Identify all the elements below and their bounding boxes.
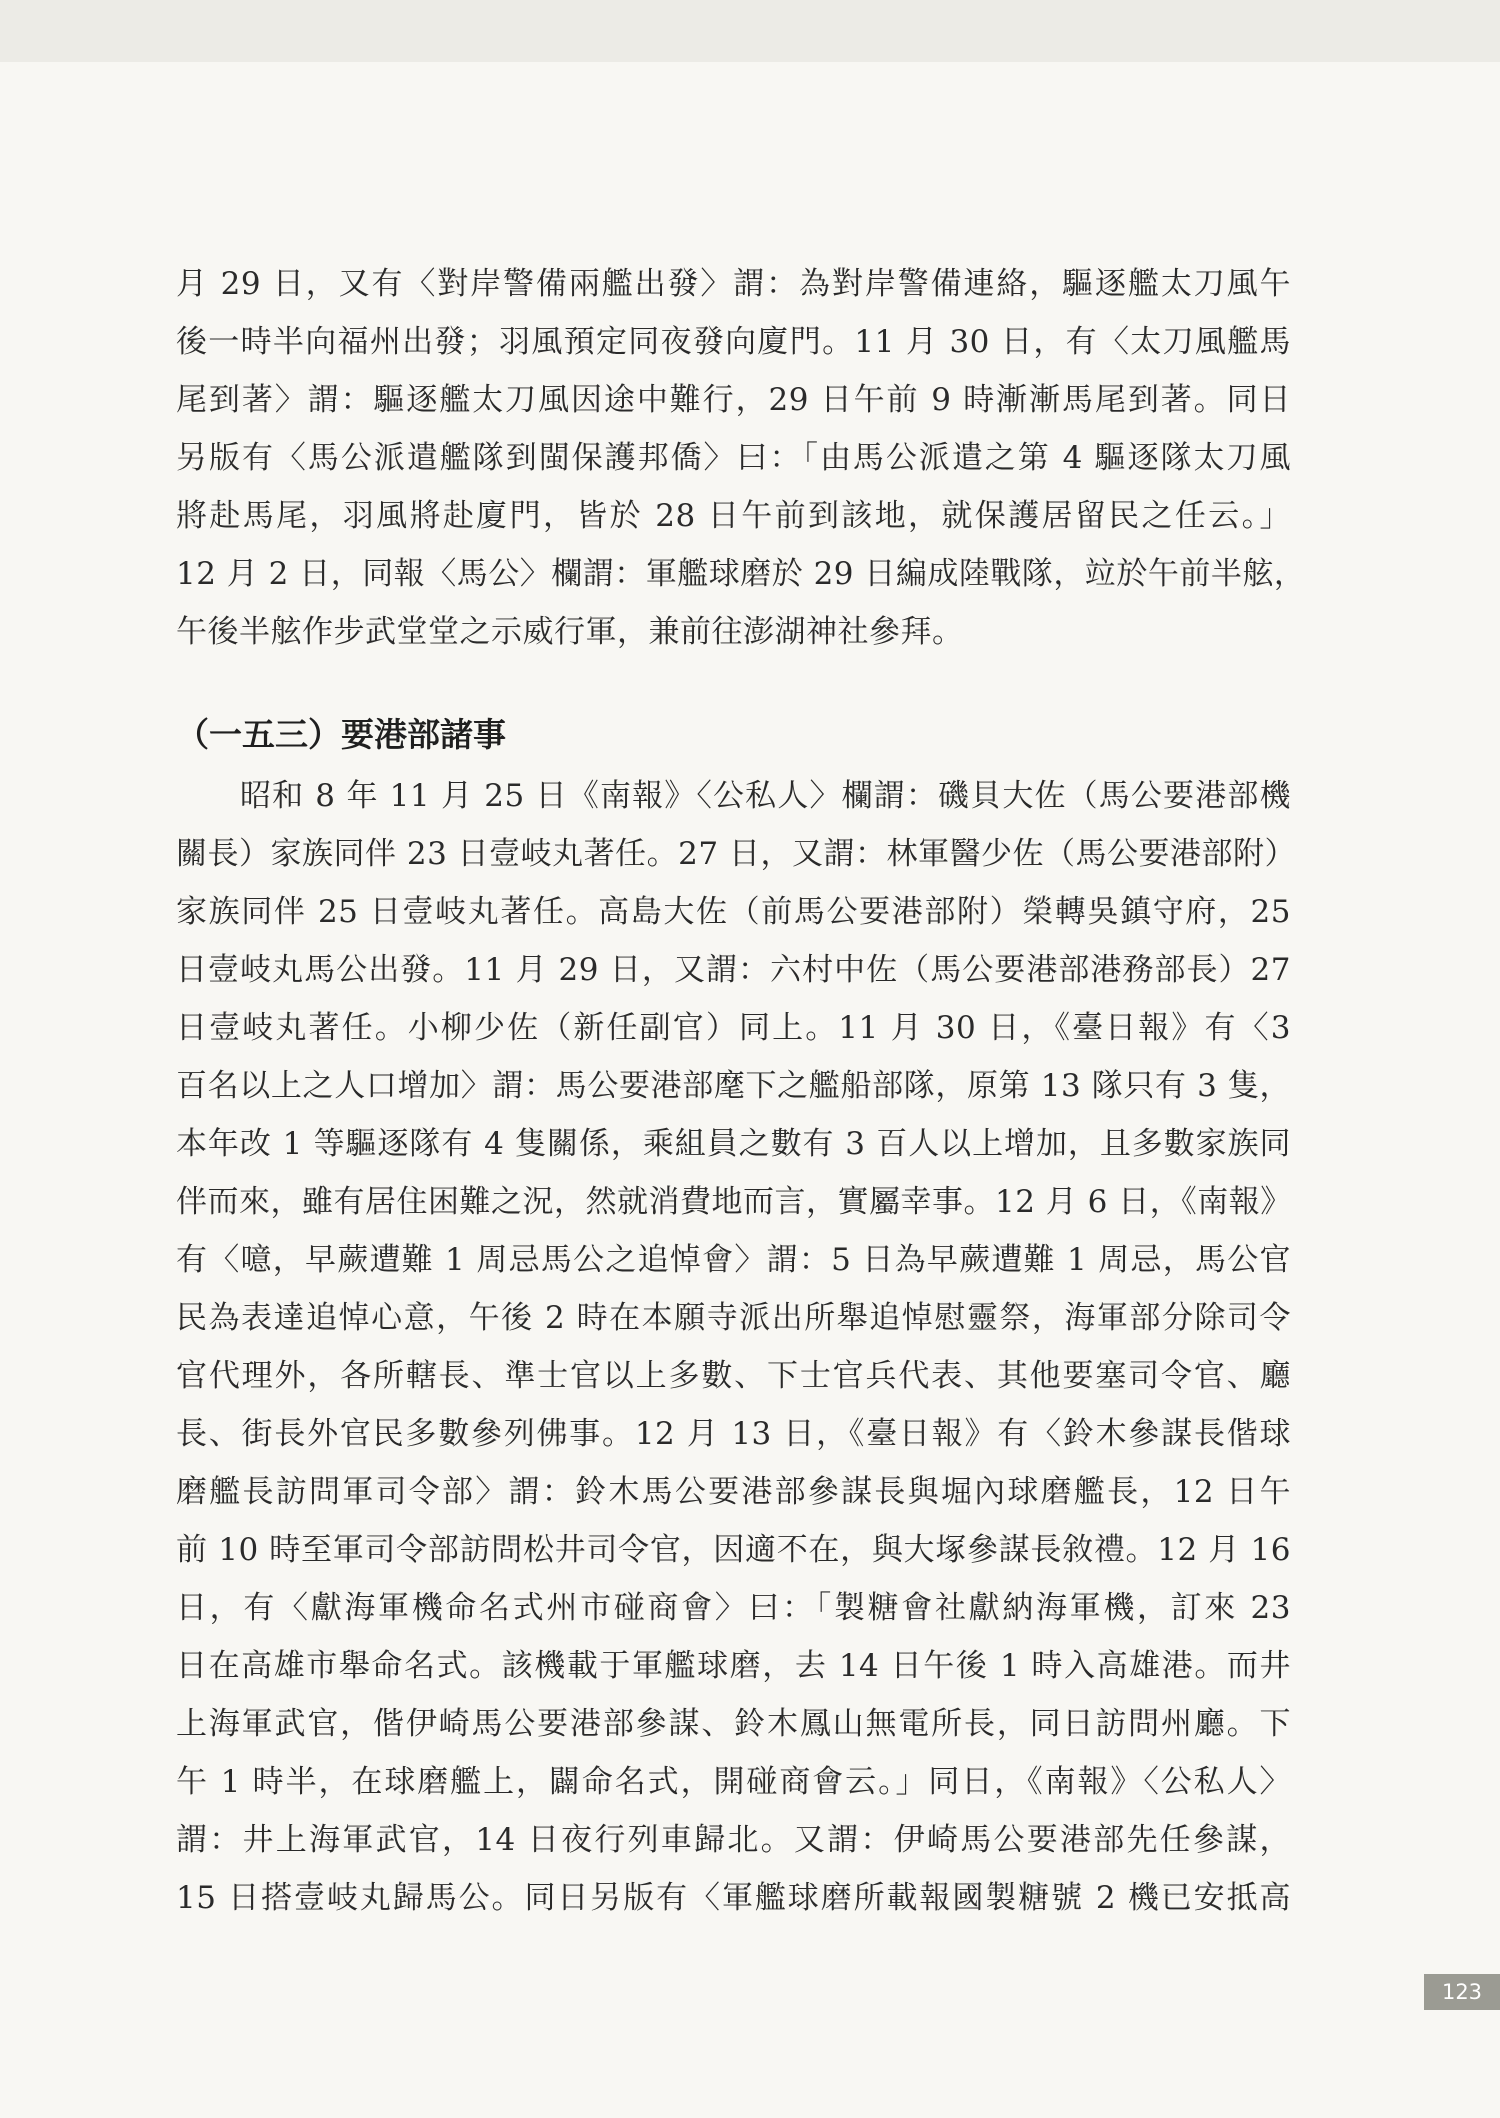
body-text-line: 日，有〈獻海軍機命名式州市碰商會〉曰：「製糖會社獻納海軍機，訂來 23 [176, 1590, 1291, 1626]
body-text-line: 日在高雄市舉命名式。該機載于軍艦球磨，去 14 日午後 1 時入高雄港。而井 [176, 1648, 1291, 1684]
body-text-line: 官代理外，各所轄長、準士官以上多數、下士官兵代表、其他要塞司令官、廳 [176, 1358, 1291, 1394]
page-number: 123 [1424, 1974, 1500, 2010]
section-heading: （一五三）要港部諸事 [176, 715, 506, 754]
body-text-line: 將赴馬尾，羽風將赴廈門，皆於 28 日午前到該地，就保護居留民之任云。」 [176, 498, 1291, 534]
body-text-line: 本年改 1 等驅逐隊有 4 隻關係，乘組員之數有 3 百人以上增加，且多數家族同 [176, 1126, 1291, 1162]
body-text-line: 月 29 日，又有〈對岸警備兩艦出發〉謂：為對岸警備連絡，驅逐艦太刀風午 [176, 266, 1291, 302]
body-text-line: 前 10 時至軍司令部訪問松井司令官，因適不在，與大塚參謀長敘禮。12 月 16 [176, 1532, 1291, 1568]
body-text-line: 謂：井上海軍武官，14 日夜行列車歸北。又謂：伊崎馬公要港部先任參謀， [176, 1822, 1291, 1858]
body-text-line: 民為表達追悼心意，午後 2 時在本願寺派出所舉追悼慰靈祭，海軍部分除司令 [176, 1300, 1291, 1336]
body-text-line: 昭和 8 年 11 月 25 日《南報》〈公私人〉欄謂：磯貝大佐（馬公要港部機 [240, 778, 1291, 814]
body-text-line: 伴而來，雖有居住困難之況，然就消費地而言，實屬幸事。12 月 6 日，《南報》 [176, 1184, 1292, 1220]
body-text-line: 15 日搭壹岐丸歸馬公。同日另版有〈軍艦球磨所載報國製糖號 2 機已安抵高 [176, 1880, 1291, 1916]
body-text-line: 日壹岐丸馬公出發。11 月 29 日，又謂：六村中佐（馬公要港部港務部長）27 [176, 952, 1291, 988]
body-text-line: 12 月 2 日，同報〈馬公〉欄謂：軍艦球磨於 29 日編成陸戰隊，竝於午前半舷， [176, 556, 1306, 592]
body-text-line: 午 1 時半，在球磨艦上，闢命名式，開碰商會云。」同日，《南報》〈公私人〉 [176, 1764, 1291, 1800]
body-text-line: 關長）家族同伴 23 日壹岐丸著任。27 日，又謂：林軍醫少佐（馬公要港部附） [176, 836, 1296, 872]
body-text-line: 後一時半向福州出發；羽風預定同夜發向廈門。11 月 30 日，有〈太刀風艦馬 [176, 324, 1291, 360]
body-text-line: 日壹岐丸著任。小柳少佐（新任副官）同上。11 月 30 日，《臺日報》有〈3 [176, 1010, 1291, 1046]
body-text-line: 上海軍武官，偕伊崎馬公要港部參謀、鈴木鳳山無電所長，同日訪問州廳。下 [176, 1706, 1291, 1742]
body-text-line: 長、街長外官民多數參列佛事。12 月 13 日，《臺日報》有〈鈴木參謀長偕球 [176, 1416, 1291, 1452]
body-text-line: 磨艦長訪問軍司令部〉謂：鈴木馬公要港部參謀長與堀內球磨艦長，12 日午 [176, 1474, 1291, 1510]
body-text-line: 午後半舷作步武堂堂之示威行軍，兼前往澎湖神社參拜。 [176, 614, 964, 650]
body-text-line: 另版有〈馬公派遣艦隊到閩保護邦僑〉曰：「由馬公派遣之第 4 驅逐隊太刀風 [176, 440, 1291, 476]
body-text-line: 有〈噫，早蕨遭難 1 周忌馬公之追悼會〉謂：5 日為早蕨遭難 1 周忌，馬公官 [176, 1242, 1291, 1278]
body-text-line: 家族同伴 25 日壹岐丸著任。高島大佐（前馬公要港部附）榮轉吳鎮守府，25 [176, 894, 1291, 930]
body-text-line: 百名以上之人口增加〉謂：馬公要港部麾下之艦船部隊，原第 13 隊只有 3 隻， [176, 1068, 1291, 1104]
body-text-line: 尾到著〉謂：驅逐艦太刀風因途中難行，29 日午前 9 時漸漸馬尾到著。同日 [176, 382, 1291, 418]
